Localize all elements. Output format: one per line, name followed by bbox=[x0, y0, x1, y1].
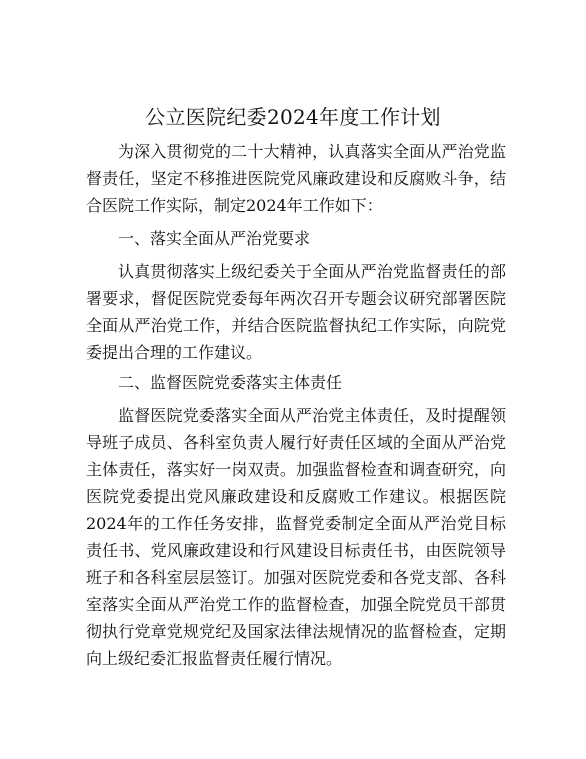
document-title: 公立医院纪委2024年度工作计划 bbox=[145, 105, 441, 129]
section-body-2: 监督医院党委落实全面从严治党主体责任，及时提醒领导班子成员、各科室负责人履行好责任区域的全面从严治党主体责任，落实好一岗双责。加强监督检查和调查研究，向医院党委提出党风廉政建设和反腐败工作建议。根据医院2024年的工作任务安排，监督党委制定全面从严治党目标责任书、党风廉政建设和行风建设目标责任书，由医院领导班子和各科室层层签订。加强对医院党委和各党支部、各科室落实全面从严治党工作的监督检查，加强全院党员干部贯彻执行党章党规党纪及国家法律法规情况的监督检查，定期向上级纪委汇报监督责任履行情况。 bbox=[86, 406, 506, 668]
section-body-1: 认真贯彻落实上级纪委关于全面从严治党监督责任的部署要求，督促医院党委每年两次召开专题会议研究部署医院全面从严治党工作，并结合医院监督执纪工作实际，向院党委提出合理的工作建议。 bbox=[86, 262, 506, 362]
section-heading-1: 一、落实全面从严治党要求 bbox=[118, 229, 311, 248]
intro-paragraph: 为深入贯彻党的二十大精神，认真落实全面从严治党监督责任，坚定不移推进医院党风廉政建设和反腐败斗争，结合医院工作实际，制定2024年工作如下： bbox=[86, 142, 506, 215]
section-heading-2: 二、监督医院党委落实主体责任 bbox=[118, 373, 343, 392]
